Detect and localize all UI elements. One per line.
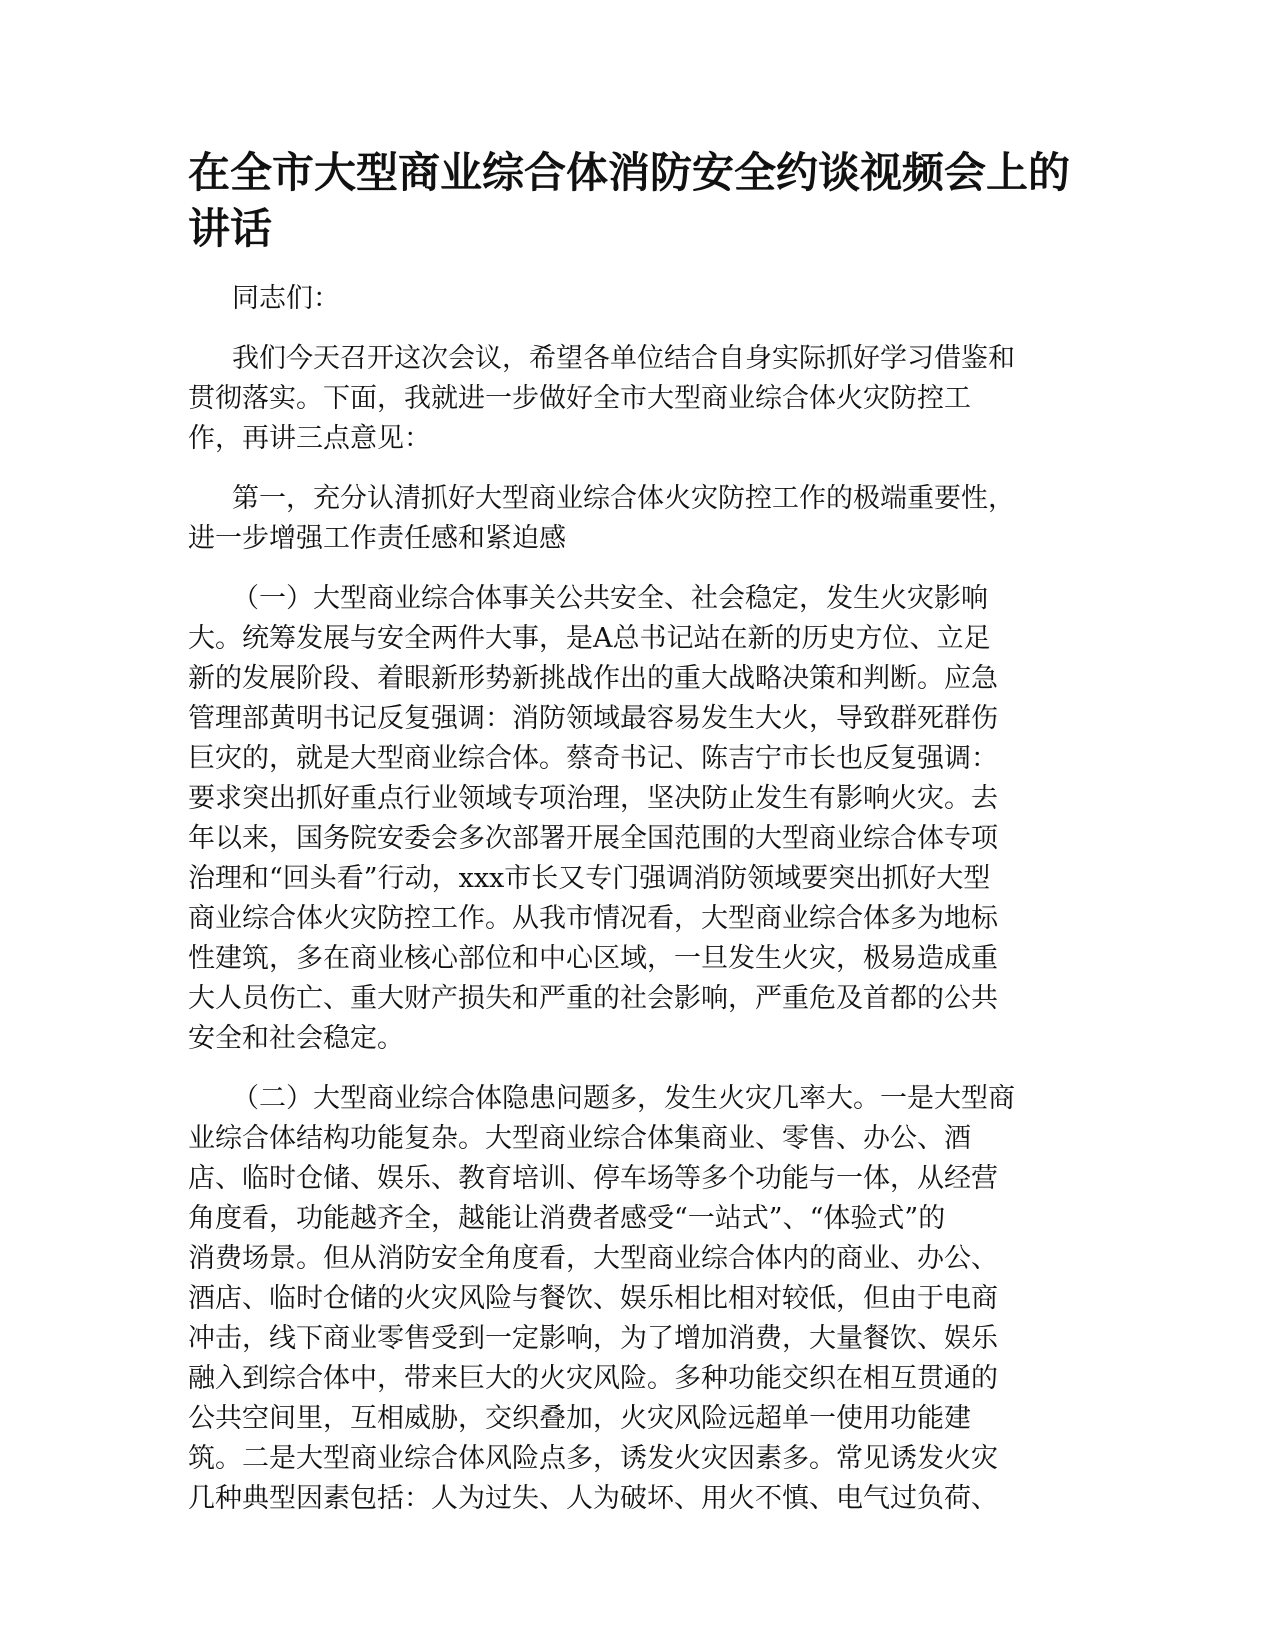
text-line: （一）大型商业综合体事关公共安全、社会稳定，发生火灾影响 [232,583,988,614]
text-line: 第一，充分认清抓好大型商业综合体火灾防控工作的极端重要性， [232,483,1015,514]
text-line: 角度看，功能越齐全，越能让消费者感受“一站式”、“体验式”的 [188,1203,946,1234]
text-line: 性建筑，多在商业核心部位和中心区域，一旦发生火灾，极易造成重 [188,943,998,974]
text-line: 融入到综合体中，带来巨大的火灾风险。多种功能交织在相互贯通的 [188,1363,998,1394]
section-two-paragraph [188,1079,1088,1519]
document-title [188,145,1088,257]
text-line: 作，再讲三点意见： [188,423,431,454]
section-one-paragraph [188,579,1088,1059]
text-line: 公共空间里，互相威胁，交织叠加，火灾风险远超单一使用功能建 [188,1403,971,1434]
text-line: 巨灾的，就是大型商业综合体。蔡奇书记、陈吉宁市长也反复强调： [188,743,998,774]
intro-paragraph [188,339,1088,459]
text-line: 进一步增强工作责任感和紧迫感 [188,523,566,554]
text-line: 年以来，国务院安委会多次部署开展全国范围的大型商业综合体专项 [188,823,998,854]
text-line: 筑。二是大型商业综合体风险点多，诱发火灾因素多。常见诱发火灾 [188,1443,998,1474]
text-line: 贯彻落实。下面，我就进一步做好全市大型商业综合体火灾防控工 [188,383,971,414]
salutation-paragraph [188,279,1088,319]
text-line: 冲击，线下商业零售受到一定影响，为了增加消费，大量餐饮、娱乐 [188,1323,998,1354]
text-line: 治理和“回头看”行动，xxx市长又专门强调消防领域要突出抓好大型 [188,863,991,894]
text-line: 酒店、临时仓储的火灾风险与餐饮、娱乐相比相对较低，但由于电商 [188,1283,998,1314]
text-line: 店、临时仓储、娱乐、教育培训、停车场等多个功能与一体，从经营 [188,1163,998,1194]
text-line: 商业综合体火灾防控工作。从我市情况看，大型商业综合体多为地标 [188,903,998,934]
text-line: 大人员伤亡、重大财产损失和严重的社会影响，严重危及首都的公共 [188,983,998,1014]
text-line: 大。统筹发展与安全两件大事，是A总书记站在新的历史方位、立足 [188,623,991,654]
text-line: 新的发展阶段、着眼新形势新挑战作出的重大战略决策和判断。应急 [188,663,998,694]
text-line: 几种典型因素包括：人为过失、人为破坏、用火不慎、电气过负荷、 [188,1483,998,1514]
title-line-1: 在全市大型商业综合体消防安全约谈视频会上的 [188,148,1071,197]
text-line: 业综合体结构功能复杂。大型商业综合体集商业、零售、办公、酒 [188,1123,971,1154]
title-line-2: 讲话 [188,204,273,253]
text-line: 消费场景。但从消防安全角度看，大型商业综合体内的商业、办公、 [188,1243,998,1274]
document-body [188,145,1088,1539]
text-line: 要求突出抓好重点行业领域专项治理，坚决防止发生有影响火灾。去 [188,783,998,814]
text-line: 我们今天召开这次会议，希望各单位结合自身实际抓好学习借鉴和 [232,343,1015,374]
text-line: 同志们： [232,283,340,314]
text-line: 安全和社会稳定。 [188,1023,404,1054]
point-one-heading [188,479,1088,559]
text-line: 管理部黄明书记反复强调：消防领域最容易发生大火，导致群死群伤 [188,703,998,734]
text-line: （二）大型商业综合体隐患问题多，发生火灾几率大。一是大型商 [232,1083,1015,1114]
